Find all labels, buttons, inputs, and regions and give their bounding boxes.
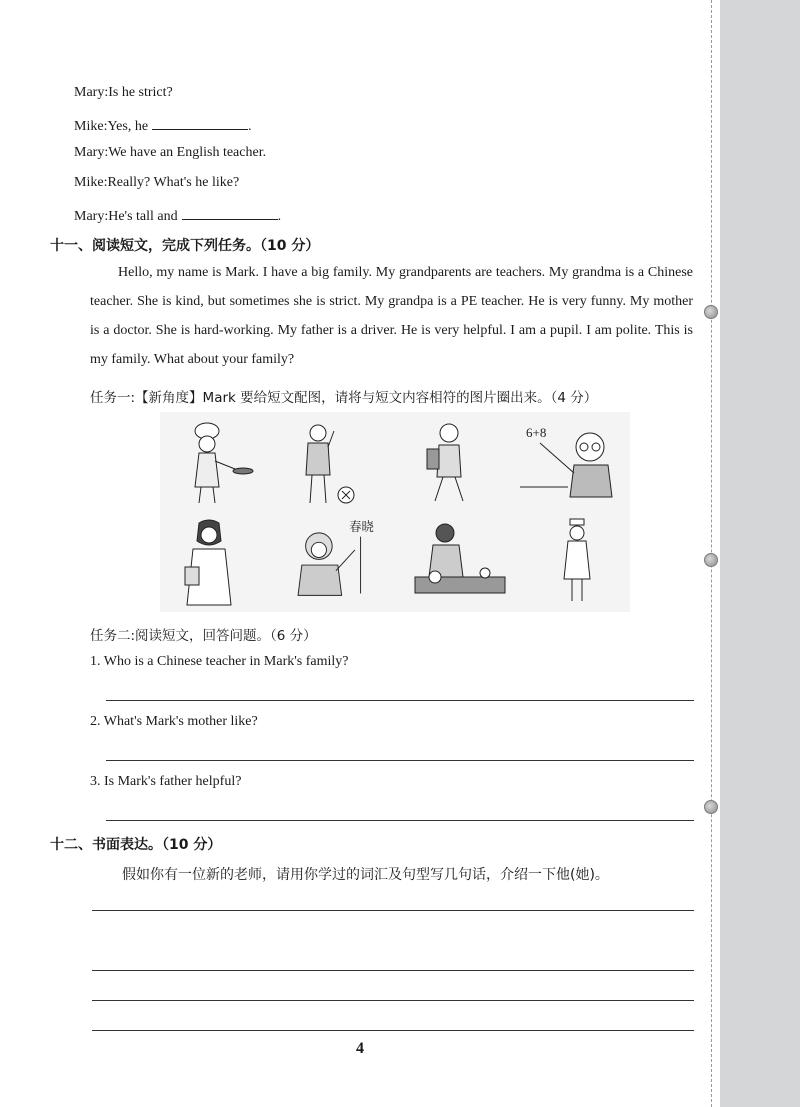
dialogue-text: He's tall and	[108, 209, 178, 224]
board-label: 6+8	[526, 425, 547, 440]
writing-line-2[interactable]	[92, 970, 694, 971]
writing-line-3[interactable]	[92, 1000, 694, 1001]
dialogue-line-4: Mike:Really? What's he like?	[74, 175, 240, 190]
answer-line-3[interactable]	[106, 820, 694, 821]
picture-grid	[160, 412, 630, 612]
page-number: 4	[356, 1040, 364, 1057]
dialogue-text: Yes, he	[107, 119, 149, 134]
dialogue-line-3: Mary:We have an English teacher.	[74, 145, 267, 160]
task-1-instruction: 任务一:【新角度】Mark 要给短文配图，请将与短文内容相符的图片圈出来。（4 分）	[90, 390, 598, 406]
answer-line-1[interactable]	[106, 700, 694, 701]
dialogue-line-1: Mary:Is he strict?	[74, 85, 173, 100]
speaker: Mary	[74, 145, 105, 160]
chinese-teacher-icon[interactable]	[280, 512, 390, 602]
nurse-icon[interactable]	[540, 517, 640, 607]
math-teacher-board-icon[interactable]	[520, 417, 630, 507]
dialogue-text: Is he strict?	[108, 85, 173, 100]
dialogue-suffix: .	[248, 119, 252, 134]
writing-line-4[interactable]	[92, 1030, 694, 1031]
answer-line-2[interactable]	[106, 760, 694, 761]
binding-hole-icon	[704, 553, 718, 567]
writing-line-1[interactable]	[92, 910, 694, 911]
fill-blank[interactable]	[182, 205, 278, 220]
speaker: Mike	[74, 119, 104, 134]
dialogue-line-2: Mike:Yes, he .	[74, 115, 252, 135]
question-1: 1. Who is a Chinese teacher in Mark's family?	[90, 654, 349, 669]
doctor-icon[interactable]	[165, 517, 265, 607]
driver-icon[interactable]	[405, 517, 515, 607]
question-3: 3. Is Mark's father helpful?	[90, 774, 242, 789]
dialogue-text: Really? What's he like?	[107, 175, 240, 190]
fill-blank[interactable]	[152, 115, 248, 130]
pe-teacher-ball-icon[interactable]	[280, 417, 380, 507]
binding-hole-icon	[704, 800, 718, 814]
speaker: Mary	[74, 85, 105, 100]
speaker: Mary	[74, 209, 105, 224]
board-label: 春晓	[349, 519, 374, 534]
dialogue-suffix: .	[277, 209, 282, 224]
binding-hole-icon	[704, 305, 718, 319]
binding-margin	[720, 0, 800, 1107]
section-11-heading: 十一、阅读短文，完成下列任务。（10 分）	[50, 238, 320, 254]
chef-cooking-icon[interactable]	[165, 417, 265, 507]
pupil-schoolbag-icon[interactable]	[405, 417, 505, 507]
reading-passage: Hello, my name is Mark. I have a big family. My grandparents are teachers. My grandma is a Chinese teacher. She is kind, but sometimes she is strict. My grandpa is a PE teacher. He is very funny. My mother is a doctor. She is hard-working. My father is a driver. He is very helpful. I am a pupil. I am polite. This is my family. What about your family?	[90, 265, 693, 367]
speaker: Mike	[74, 175, 104, 190]
task-2-instruction: 任务二:阅读短文，回答问题。（6 分）	[90, 628, 317, 644]
section-12-heading: 十二、书面表达。（10 分）	[50, 837, 222, 853]
dialogue-line-5: Mary:He's tall and .	[74, 205, 281, 225]
dialogue-text: We have an English teacher.	[108, 145, 267, 160]
question-2: 2. What's Mark's mother like?	[90, 714, 258, 729]
writing-prompt: 假如你有一位新的老师，请用你学过的词汇及句型写几句话，介绍一下他(她)。	[122, 867, 609, 883]
